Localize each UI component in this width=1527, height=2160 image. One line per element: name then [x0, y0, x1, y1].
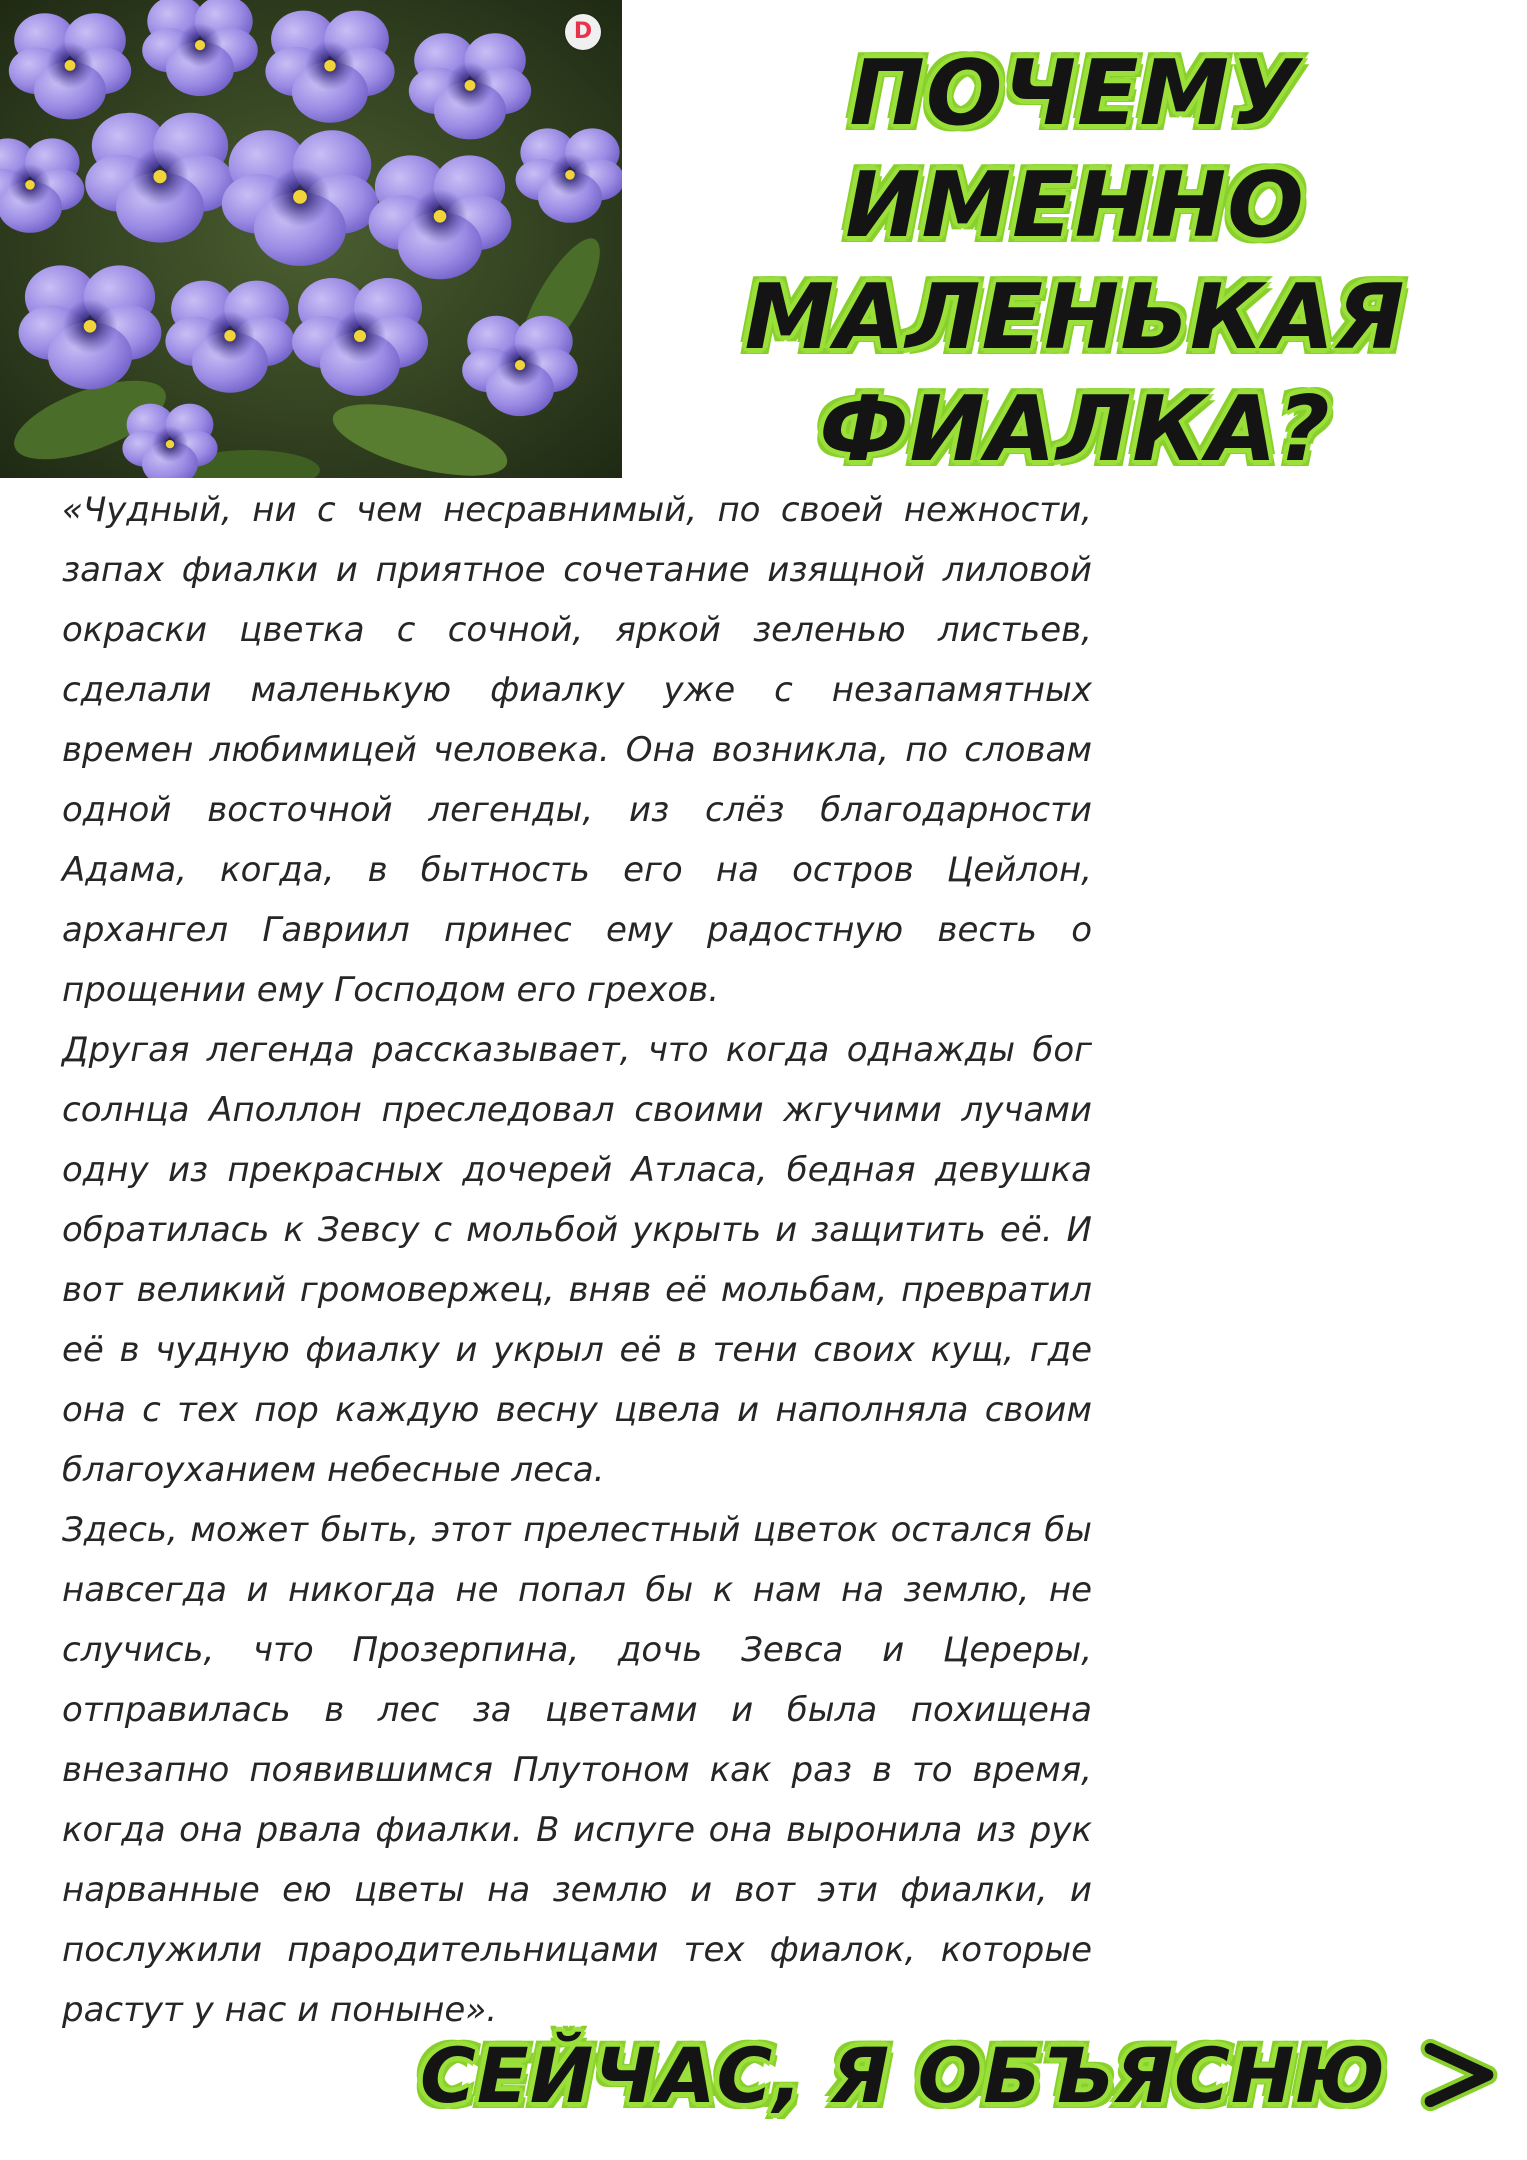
article-paragraph: «Чудный, ни с чем несравнимый, по своей нежности, запах фиалки и приятное сочетание изящной лиловой окраски цветка с сочной, яркой зеленью листьев, сделали маленькую фиалку уже с незапамятных времен любимицей человека. Она возникла, по словам одной восточной легенды, из слёз благодарности Адама, когда, в бытность его на остров Цейлон, архангел Гавриил принес ему радостную весть о прощении ему Господом его грехов.: [62, 490, 1092, 1010]
page-title-line: МАЛЕНЬКАЯ: [744, 265, 1406, 370]
article-paragraph: Здесь, может быть, этот прелестный цветок остался бы навсегда и никогда не попал бы к нам на землю, не случись, что Прозерпина, дочь Зевса и Цереры, отправилась в лес за цветами и была похищена внезапно появившимся Плутоном как раз в то время, когда она рвала фиалки. В испуге она выронила из рук нарванные ею цветы на землю и вот эти фиалки, и послужили прародительницами тех фиалок, которые растут у нас и поныне».: [62, 1510, 1092, 2030]
chevron-right-icon[interactable]: [1420, 2015, 1500, 2135]
page-title: [640, 38, 1510, 486]
page-title-line: ФИАЛКА?: [819, 377, 1331, 482]
cta-label: СЕЙЧАС, Я ОБЪЯСНЮ: [420, 2030, 1386, 2120]
article-paragraph: Другая легенда рассказывает, что когда однажды бог солнца Аполлон преследовал своими жгучими лучами одну из прекрасных дочерей Атласа, бедная девушка обратилась к Зевсу с мольбой укрыть и защитить её. И вот великий громовержец, вняв её мольбам, превратил её в чудную фиалку и укрыл её в тени своих кущ, где она с тех пор каждую весну цвела и наполняла своим благоуханием небесные леса.: [62, 1030, 1092, 1490]
violets-photo: [0, 0, 622, 478]
next-slide-cta[interactable]: [420, 2010, 1500, 2140]
site-logo-letter: D: [573, 19, 593, 44]
site-logo-badge: [565, 14, 601, 50]
page-title-line: ПОЧЕМУ ИМЕННО: [845, 41, 1305, 258]
article-body: [62, 480, 1092, 2040]
violets-illustration: [0, 0, 622, 478]
